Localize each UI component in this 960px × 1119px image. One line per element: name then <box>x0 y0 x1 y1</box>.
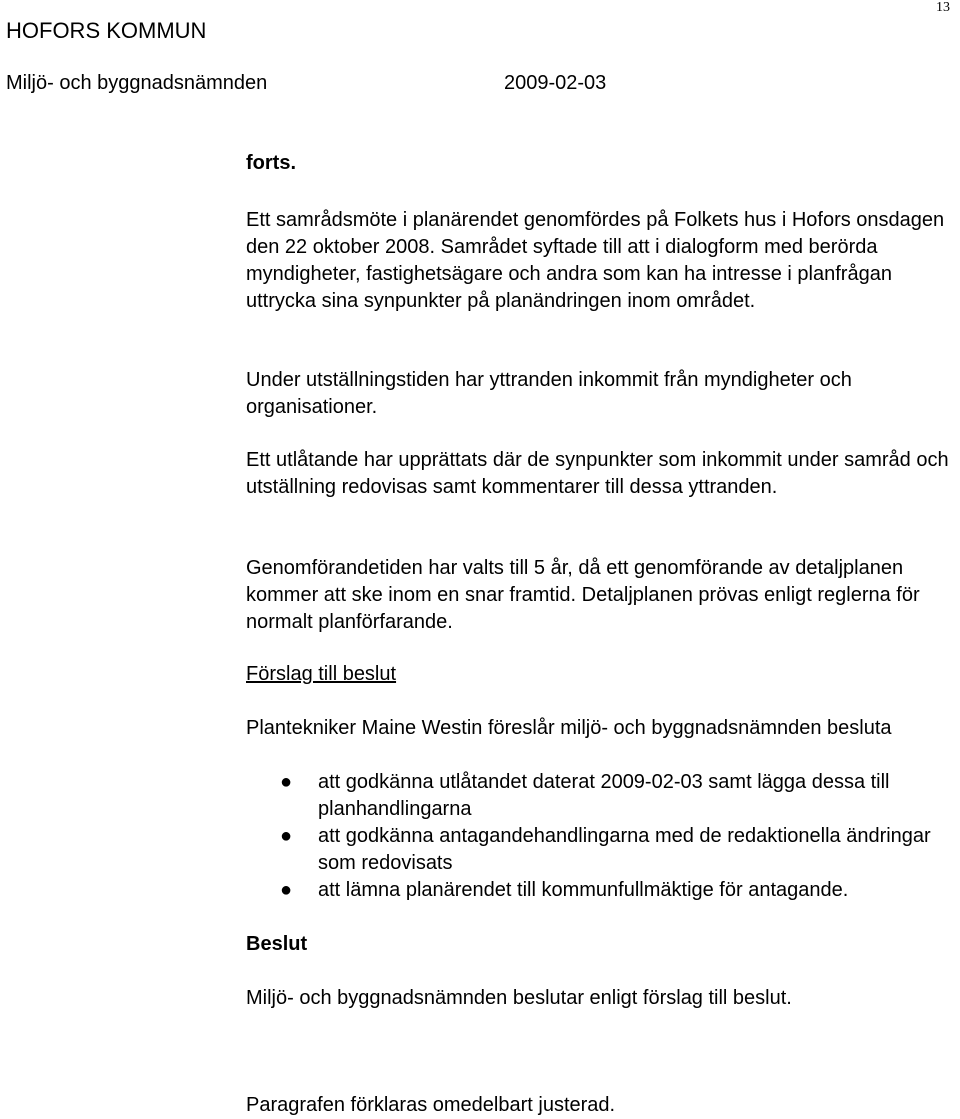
list-item <box>246 877 956 904</box>
header-organization: HOFORS KOMMUN <box>6 18 207 43</box>
header-date: 2009-02-03 <box>504 72 607 94</box>
proposal-item-text: att godkänna antagandehandlingarna med de redaktionella ändringar som redovisats <box>318 825 931 874</box>
proposal-heading: Förslag till beslut <box>246 663 397 685</box>
paragraph-samradsmote: Ett samrådsmöte i planärendet genomfördes på Folkets hus i Hofors onsdagen den 22 oktober 2008. Samrådet syftade till att i dialogform med berörda myndigheter, fastighetsägare och andra som kan ha intresse i planfrågan uttrycka sina synpunkter på planändringen inom området. <box>246 209 945 312</box>
decision-text: Miljö- och byggnadsnämnden beslutar enligt förslag till beslut. <box>246 987 792 1009</box>
page-number: 13 <box>936 0 950 15</box>
proposal-item-text: att lämna planärendet till kommunfullmäktige för antagande. <box>318 879 849 901</box>
proposal-item-text: att godkänna utlåtandet daterat 2009-02-03 samt lägga dessa till planhandlingarna <box>318 771 890 820</box>
bullet-icon: ● <box>280 879 293 901</box>
paragraph-genomforandetid: Genomförandetiden har valts till 5 år, då ett genomförande av detaljplanen kommer att ske inom en snar framtid. Detaljplanen prövas enligt reglerna för normalt planförfarande. <box>246 557 920 633</box>
proposal-intro: Plantekniker Maine Westin föreslår miljö- och byggnadsnämnden besluta <box>246 717 892 739</box>
paragraph-utlatande: Ett utlåtande har upprättats där de synpunkter som inkommit under samråd och utställning redovisas samt kommentarer till dessa yttranden. <box>246 449 949 498</box>
paragraph-utstallning: Under utställningstiden har yttranden inkommit från myndigheter och organisationer. <box>246 369 852 418</box>
bullet-icon: ● <box>280 825 293 847</box>
decision-heading: Beslut <box>246 933 308 955</box>
proposal-list <box>246 769 956 904</box>
continued-label: forts. <box>246 152 296 174</box>
bullet-icon: ● <box>280 771 293 793</box>
list-item <box>246 769 956 823</box>
closing-text: Paragrafen förklaras omedelbart justerad. <box>246 1094 616 1116</box>
header-committee: Miljö- och byggnadsnämnden <box>6 72 268 94</box>
list-item <box>246 823 956 877</box>
